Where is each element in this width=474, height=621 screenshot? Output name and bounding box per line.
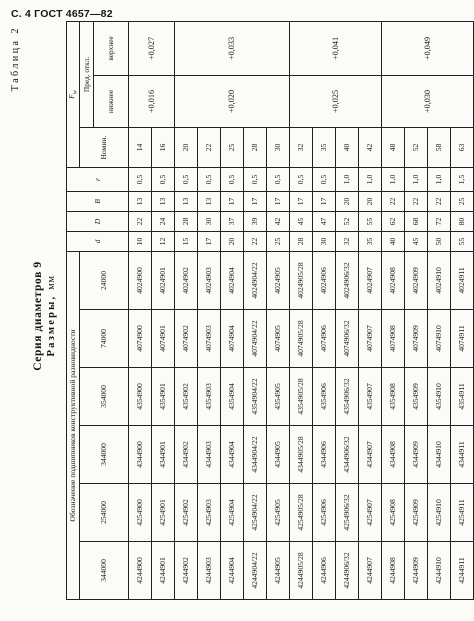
code-24000: 4024900 <box>128 251 151 309</box>
cell-nominal: 42 <box>358 127 381 167</box>
code-344000b: 4344907 <box>358 426 381 484</box>
cell-r: 1,0 <box>358 167 381 191</box>
cell-D: 62 <box>381 211 404 231</box>
code-344000: 4244911 <box>450 542 473 600</box>
code-344000b: 4344910 <box>427 426 450 484</box>
cell-nominal: 52 <box>404 127 427 167</box>
cell-B: 17 <box>243 191 266 211</box>
code-344000: 4244900 <box>128 542 151 600</box>
cell-D: 72 <box>427 211 450 231</box>
col-header-B: B <box>67 191 129 211</box>
code-74000: 4074908 <box>381 310 404 368</box>
code-254000: 4254909 <box>404 484 427 542</box>
code-344000: 4244905/28 <box>289 542 312 600</box>
code-254000: 4254904 <box>220 484 243 542</box>
code-74000: 4074911 <box>450 310 473 368</box>
code-74000: 4074906/32 <box>335 310 358 368</box>
table-row <box>128 21 151 599</box>
designation-group-header: Обозначение подшипников конструктивной разновидности <box>67 251 80 599</box>
code-344000b: 4344909 <box>404 426 427 484</box>
col-header-D: D <box>67 211 129 231</box>
cell-nominal: 58 <box>427 127 450 167</box>
cell-D: 42 <box>266 211 289 231</box>
cell-r: 0,5 <box>174 167 197 191</box>
code-74000: 4074909 <box>404 310 427 368</box>
cell-r: 0,5 <box>197 167 220 191</box>
col-header-nominal: Номин. <box>79 127 128 167</box>
code-74000: 4074904/22 <box>243 310 266 368</box>
cell-r: 1,0 <box>381 167 404 191</box>
code-344000b: 4344902 <box>174 426 197 484</box>
cell-d: 50 <box>427 231 450 251</box>
cell-d: 25 <box>266 231 289 251</box>
cell-d: 35 <box>358 231 381 251</box>
cell-B: 22 <box>404 191 427 211</box>
table-body <box>128 21 473 599</box>
cell-nominal: 32 <box>289 127 312 167</box>
cell-r: 1,0 <box>335 167 358 191</box>
cell-d: 55 <box>450 231 473 251</box>
code-74000: 4074901 <box>151 310 174 368</box>
cell-d: 40 <box>381 231 404 251</box>
cell-B: 17 <box>266 191 289 211</box>
code-344000: 4244903 <box>197 542 220 600</box>
col-header-Fw: $F_w$ <box>67 21 80 167</box>
cell-B: 20 <box>335 191 358 211</box>
code-354000: 4354904 <box>220 368 243 426</box>
table-row <box>289 21 312 599</box>
code-354000: 4354904/22 <box>243 368 266 426</box>
cell-B: 20 <box>358 191 381 211</box>
code-344000: 4244902 <box>174 542 197 600</box>
code-74000: 4074905/28 <box>289 310 312 368</box>
code-354000: 4354906/32 <box>335 368 358 426</box>
col-header-first: 344000 <box>79 542 128 600</box>
cell-d: 45 <box>404 231 427 251</box>
table-title <box>46 56 57 576</box>
cell-D: 37 <box>220 211 243 231</box>
code-344000b: 4344905/28 <box>289 426 312 484</box>
cell-B: 17 <box>289 191 312 211</box>
code-344000: 4244906/32 <box>335 542 358 600</box>
cell-D: 24 <box>151 211 174 231</box>
cell-d: 30 <box>312 231 335 251</box>
code-344000: 4244904 <box>220 542 243 600</box>
code-344000b: 4344911 <box>450 426 473 484</box>
code-354000: 4354905/28 <box>289 368 312 426</box>
table-title-main: Размеры, <box>46 294 57 357</box>
cell-B: 13 <box>151 191 174 211</box>
cell-nominal: 20 <box>174 127 197 167</box>
code-354000: 4354900 <box>128 368 151 426</box>
code-344000b: 4344906/32 <box>335 426 358 484</box>
table-title-unit: мм <box>46 275 57 290</box>
code-254000: 4254905 <box>266 484 289 542</box>
code-254000: 4254900 <box>128 484 151 542</box>
code-254000: 4254903 <box>197 484 220 542</box>
table-row <box>174 21 197 599</box>
code-344000: 4244907 <box>358 542 381 600</box>
cell-d: 32 <box>335 231 358 251</box>
tolerance-upper: +0,049 <box>381 21 473 75</box>
cell-D: 52 <box>335 211 358 231</box>
code-254000: 4254906 <box>312 484 335 542</box>
cell-r: 1,5 <box>450 167 473 191</box>
code-254000: 4254910 <box>427 484 450 542</box>
cell-r: 1,0 <box>427 167 450 191</box>
cell-d: 10 <box>128 231 151 251</box>
code-344000b: 4344904 <box>220 426 243 484</box>
code-24000: 4024901 <box>151 251 174 309</box>
cell-D: 68 <box>404 211 427 231</box>
code-24000: 4024903 <box>197 251 220 309</box>
cell-r: 0,5 <box>243 167 266 191</box>
cell-d: 17 <box>197 231 220 251</box>
cell-d: 12 <box>151 231 174 251</box>
code-344000: 4244901 <box>151 542 174 600</box>
tolerance-lower: +0,025 <box>289 75 381 127</box>
cell-r: 0,5 <box>289 167 312 191</box>
code-354000: 4354907 <box>358 368 381 426</box>
code-254000: 4254907 <box>358 484 381 542</box>
code-254000: 4254901 <box>151 484 174 542</box>
code-354000: 4354905 <box>266 368 289 426</box>
code-24000: 4024910 <box>427 251 450 309</box>
code-344000: 4244908 <box>381 542 404 600</box>
col-header-deviation: Пред. откл. <box>79 21 93 127</box>
code-24000: 4024905 <box>266 251 289 309</box>
page-header: С. 4 ГОСТ 4657—82 <box>11 8 113 20</box>
series-title: Серия диаметров 9 <box>32 261 44 371</box>
code-354000: 4354902 <box>174 368 197 426</box>
code-354000: 4354909 <box>404 368 427 426</box>
code-74000: 4074904 <box>220 310 243 368</box>
code-344000b: 4344905 <box>266 426 289 484</box>
code-24000: 4024906/32 <box>335 251 358 309</box>
code-74000: 4074906 <box>312 310 335 368</box>
cell-D: 55 <box>358 211 381 231</box>
cell-B: 13 <box>174 191 197 211</box>
cell-nominal: 22 <box>197 127 220 167</box>
cell-nominal: 25 <box>220 127 243 167</box>
cell-nominal: 40 <box>335 127 358 167</box>
code-254000: 4254902 <box>174 484 197 542</box>
cell-r: 0,5 <box>220 167 243 191</box>
cell-r: 0,5 <box>128 167 151 191</box>
cell-B: 13 <box>197 191 220 211</box>
table-number-label: Таблица 2 <box>10 26 21 92</box>
dimensions-table <box>66 21 474 600</box>
cell-D: 30 <box>197 211 220 231</box>
cell-nominal: 28 <box>243 127 266 167</box>
code-24000: 4024911 <box>450 251 473 309</box>
code-24000: 4024909 <box>404 251 427 309</box>
cell-d: 15 <box>174 231 197 251</box>
cell-d: 28 <box>289 231 312 251</box>
cell-B: 13 <box>128 191 151 211</box>
code-24000: 4024904/22 <box>243 251 266 309</box>
code-344000b: 4344908 <box>381 426 404 484</box>
code-354000: 4354901 <box>151 368 174 426</box>
cell-D: 45 <box>289 211 312 231</box>
code-344000b: 4344904/22 <box>243 426 266 484</box>
tolerance-lower: +0,016 <box>128 75 174 127</box>
cell-D: 39 <box>243 211 266 231</box>
cell-nominal: 16 <box>151 127 174 167</box>
code-344000: 4244905 <box>266 542 289 600</box>
code-74000: 4074900 <box>128 310 151 368</box>
title-block <box>32 56 57 576</box>
code-24000: 4024906 <box>312 251 335 309</box>
cell-nominal: 48 <box>381 127 404 167</box>
tolerance-upper: +0,041 <box>289 21 381 75</box>
cell-B: 22 <box>381 191 404 211</box>
code-24000: 4024902 <box>174 251 197 309</box>
cell-B: 17 <box>312 191 335 211</box>
cell-B: 25 <box>450 191 473 211</box>
col-header-group-3: 354000 <box>79 368 128 426</box>
col-header-group-5: 24000 <box>79 251 128 309</box>
cell-r: 0,5 <box>266 167 289 191</box>
col-header-group-1: 254000 <box>79 484 128 542</box>
header-row-1 <box>67 21 80 599</box>
code-254000: 4254911 <box>450 484 473 542</box>
cell-nominal: 30 <box>266 127 289 167</box>
tolerance-upper: +0,033 <box>174 21 289 75</box>
cell-r: 0,5 <box>151 167 174 191</box>
code-24000: 4024904 <box>220 251 243 309</box>
code-24000: 4024907 <box>358 251 381 309</box>
cell-B: 22 <box>427 191 450 211</box>
cell-D: 28 <box>174 211 197 231</box>
cell-D: 47 <box>312 211 335 231</box>
code-354000: 4354910 <box>427 368 450 426</box>
cell-nominal: 63 <box>450 127 473 167</box>
tolerance-upper: +0,027 <box>128 21 174 75</box>
code-74000: 4074910 <box>427 310 450 368</box>
col-header-group-4: 74000 <box>79 310 128 368</box>
table-row <box>381 21 404 599</box>
cell-d: 22 <box>243 231 266 251</box>
cell-D: 80 <box>450 211 473 231</box>
code-24000: 4024908 <box>381 251 404 309</box>
code-344000: 4244904/22 <box>243 542 266 600</box>
tolerance-lower: +0,030 <box>381 75 473 127</box>
code-254000: 4254908 <box>381 484 404 542</box>
col-header-upper: верхнее <box>93 21 128 75</box>
code-344000b: 4344903 <box>197 426 220 484</box>
code-354000: 4354903 <box>197 368 220 426</box>
code-74000: 4074905 <box>266 310 289 368</box>
cell-D: 22 <box>128 211 151 231</box>
code-254000: 4254904/22 <box>243 484 266 542</box>
code-344000: 4244909 <box>404 542 427 600</box>
cell-d: 20 <box>220 231 243 251</box>
code-354000: 4354908 <box>381 368 404 426</box>
code-74000: 4074902 <box>174 310 197 368</box>
code-354000: 4354911 <box>450 368 473 426</box>
code-354000: 4354906 <box>312 368 335 426</box>
code-74000: 4074903 <box>197 310 220 368</box>
code-344000b: 4344906 <box>312 426 335 484</box>
code-344000b: 4344900 <box>128 426 151 484</box>
col-header-r: r <box>67 167 129 191</box>
code-254000: 4254906/32 <box>335 484 358 542</box>
code-344000b: 4344901 <box>151 426 174 484</box>
rotated-table-page <box>4 16 467 606</box>
col-header-group-2: 344000 <box>79 426 128 484</box>
cell-nominal: 14 <box>128 127 151 167</box>
code-344000: 4244906 <box>312 542 335 600</box>
code-24000: 4024905/28 <box>289 251 312 309</box>
code-74000: 4074907 <box>358 310 381 368</box>
tolerance-lower: +0,020 <box>174 75 289 127</box>
code-344000: 4244910 <box>427 542 450 600</box>
cell-B: 17 <box>220 191 243 211</box>
code-254000: 4254905/28 <box>289 484 312 542</box>
col-header-lower: нижнее <box>93 75 128 127</box>
cell-r: 1,0 <box>404 167 427 191</box>
header-row-2 <box>79 21 93 599</box>
col-header-d: d <box>67 231 129 251</box>
cell-r: 0,5 <box>312 167 335 191</box>
cell-nominal: 35 <box>312 127 335 167</box>
